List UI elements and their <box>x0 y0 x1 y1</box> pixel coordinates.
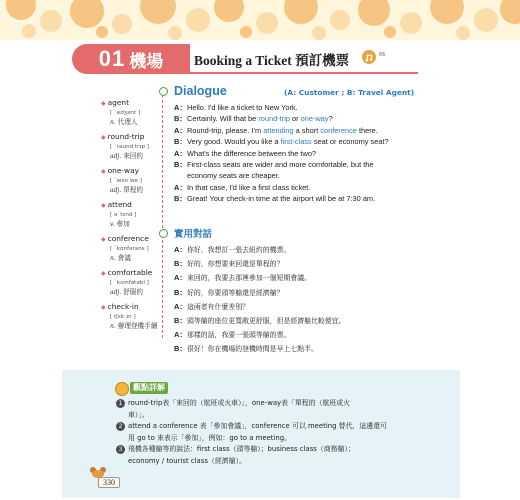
dialogue-segment: or <box>289 114 301 124</box>
translation-line <box>174 243 404 257</box>
vocab-entry <box>101 166 161 196</box>
dialogue-text <box>187 125 378 136</box>
speaker-label: A： <box>174 273 187 283</box>
dialogue-line <box>174 125 402 136</box>
lesson-title: Booking a Ticket 預訂機票 <box>194 53 350 68</box>
bullet-icon: ◆ <box>101 202 106 209</box>
notes-body <box>116 398 406 468</box>
audio-track-icon[interactable] <box>362 50 376 64</box>
vocab-meaning-text: 會議 <box>117 254 131 262</box>
decorative-dot <box>22 24 36 38</box>
dialogue-segment: Very good. Would you like a <box>187 137 281 147</box>
vocab-pos: adj. <box>110 289 122 296</box>
vocab-entry <box>101 98 161 128</box>
note-line <box>116 433 406 445</box>
decorative-dot <box>456 26 470 40</box>
dialogue-segment: First-class seats are wider and more comfortable, but the economy seats are cheaper. <box>187 160 374 181</box>
dialogue-line <box>174 159 402 182</box>
vocab-highlight: round-trip <box>258 114 290 124</box>
decorative-dot <box>240 26 252 38</box>
dialogue-text <box>187 113 333 124</box>
vocab-entry <box>101 200 161 230</box>
dialogue-title: Dialogue <box>174 84 227 98</box>
vocab-pos: v. <box>110 221 115 228</box>
speaker-label: A： <box>174 245 187 254</box>
vocab-word-text: check-in <box>107 302 139 311</box>
vocab-highlight: first-class <box>280 137 312 147</box>
dialogue-segment: Hello. I'd like a ticket to New York. <box>187 103 298 112</box>
bullet-icon: ◆ <box>101 134 106 141</box>
dialogue-text <box>187 148 316 159</box>
translation-text: 你好，我想訂一張去紐約的機票。 <box>187 246 291 254</box>
vocab-meaning-text: 辦理登機手續 <box>117 322 158 330</box>
decorative-dot <box>500 0 520 24</box>
bullet-icon: ◆ <box>101 270 106 277</box>
vocab-highlight: conference <box>320 125 357 135</box>
vocab-word-text: conference <box>107 234 149 243</box>
notes-title: 觀點詳解 <box>130 382 168 394</box>
vocab-entry <box>101 302 161 332</box>
vocab-pos: n. <box>110 323 116 330</box>
audio-track-number: 66 <box>379 52 386 58</box>
vocab-word <box>101 234 161 245</box>
note-text: 飛機各種艙等的說法：first class（頭等艙）；business class（商務艙）； <box>128 445 355 454</box>
dialogue-segment: Great! Your check-in time at the airport will be at 7:30 am. <box>187 194 376 204</box>
bullet-icon: ◆ <box>101 168 106 175</box>
note-text: attend a conference 表「參加會議」，conference 可以 meeting 替代，這邊還可 <box>128 422 387 431</box>
bullet-icon: ◆ <box>101 100 106 107</box>
translation-line <box>174 342 404 356</box>
note-text: economy / tourist class（經濟艙）。 <box>128 456 246 465</box>
dialogue-line <box>174 182 402 193</box>
dialogue-text <box>187 136 389 147</box>
dialogue-text <box>187 193 375 204</box>
speaker-label: B： <box>174 316 187 326</box>
note-text: 車）」。 <box>128 410 149 419</box>
dialogue-lines <box>174 102 402 205</box>
dialogue-segment: a short <box>293 125 321 135</box>
dialogue-segment: there. <box>356 125 378 135</box>
speaker-label: B： <box>174 137 187 147</box>
speaker-label: A： <box>174 330 187 340</box>
unit-badge <box>72 44 190 74</box>
vocab-meaning-text: 參加 <box>116 220 130 228</box>
vocab-meaning <box>101 219 161 230</box>
note-number-badge: 1 <box>116 399 125 408</box>
page-number: 330 <box>98 477 120 488</box>
dialogue-text <box>187 182 310 193</box>
vocab-phonetic: [ əˋtɛnd ] <box>110 212 137 218</box>
vocab-entry <box>101 132 161 162</box>
vocab-entry <box>101 234 161 264</box>
lesson-header <box>72 44 418 74</box>
vocab-meaning <box>101 253 161 264</box>
speaker-label: B： <box>174 344 187 354</box>
decorative-dot <box>140 0 176 24</box>
decorative-dot <box>330 10 350 30</box>
dialogue-line <box>174 102 402 113</box>
speaker-label: A： <box>174 301 187 311</box>
speaker-label: B： <box>174 259 187 269</box>
speaker-label: B： <box>174 194 187 204</box>
dialogue-line <box>174 113 402 124</box>
speaker-label: B： <box>174 114 187 124</box>
header-underline <box>190 72 418 74</box>
vocab-meaning <box>101 321 161 332</box>
decorative-dot <box>186 8 210 32</box>
vocab-pos: n. <box>110 119 116 126</box>
translation-text: 這兩者有什麼差別？ <box>187 302 250 311</box>
decorative-dot <box>384 26 396 38</box>
note-line <box>116 410 406 422</box>
vocab-word-text: agent <box>107 98 129 107</box>
vocab-word-text: one-way <box>107 166 139 175</box>
vocab-word <box>101 302 161 313</box>
vocab-meaning <box>101 151 161 162</box>
vocab-phonetic: [ tʃɛk ɪn ] <box>110 314 136 320</box>
vocab-word-text: round-trip <box>107 132 145 141</box>
translation-text: 那樣的話，我要一張頭等艙的票。 <box>187 331 291 340</box>
dialogue-segment: In that case, I'd like a first class ticket. <box>187 182 311 192</box>
translation-line <box>174 271 404 285</box>
vocab-phonetic: [ ˋraund trɪp ] <box>110 144 149 150</box>
decorative-dot <box>400 12 422 34</box>
decorative-dot <box>168 26 182 40</box>
vocab-pos: adj. <box>110 187 122 194</box>
note-text: round-trip表「來回的（航班或火車）」，one-way表「單程的（航班或火 <box>128 399 351 407</box>
translation-line <box>174 328 404 342</box>
dialogue-segment: Certainly. Will that be <box>187 114 259 124</box>
vocab-word <box>101 98 161 109</box>
dialogue-text <box>187 159 402 182</box>
translation-section-marker <box>159 229 168 238</box>
note-line <box>116 398 406 410</box>
translation-title: 實用對話 <box>174 229 213 240</box>
vocab-entry <box>101 268 161 298</box>
dialogue-segment: What's the difference between the two? <box>187 148 317 158</box>
notes-bulb-icon <box>115 382 129 396</box>
unit-title: 機場 <box>129 51 164 72</box>
decorative-dot <box>284 0 318 24</box>
dialogue-segment: ? <box>328 114 333 124</box>
dialogue-segment: seat or economy seat? <box>311 137 389 147</box>
decorative-dot <box>6 0 36 20</box>
bullet-icon: ◆ <box>101 304 106 311</box>
translation-text: 好的，你要頭等艙還是經濟艙？ <box>187 288 284 297</box>
dialogue-section-marker <box>159 87 168 96</box>
translation-text: 頭等艙的座位更寬敞更舒服，但是經濟艙比較便宜。 <box>187 317 346 326</box>
note-number-badge: 2 <box>116 422 125 431</box>
translation-text: 來回的，我要去那裡參加一個短期會議。 <box>187 274 312 283</box>
decorative-dot <box>214 0 244 22</box>
vocab-meaning-text: 舒服的 <box>123 288 143 296</box>
speaker-label: A： <box>174 125 187 135</box>
vocab-meaning-text: 單程的 <box>123 186 143 194</box>
note-text: 用 go to 來表示「參加」，例如：go to a meeting。 <box>128 433 292 442</box>
vocab-pos: adj. <box>110 153 122 160</box>
vocab-meaning-text: 來回的 <box>123 152 143 160</box>
vocab-word-text: attend <box>107 200 132 209</box>
vocab-word-text: comfortable <box>107 268 153 277</box>
vocab-word <box>101 200 161 211</box>
unit-number: 01 <box>98 46 126 71</box>
vocab-phonetic: [ ˋwʌn we ] <box>110 178 142 184</box>
note-line <box>116 456 406 468</box>
decorative-dot <box>312 26 326 40</box>
note-number-badge: 3 <box>116 445 125 454</box>
translation-text: 好的，你想要來回還是單程的？ <box>187 260 284 269</box>
vocab-pos: n. <box>110 255 116 262</box>
speaker-label: B： <box>174 160 187 170</box>
vocab-meaning <box>101 287 161 298</box>
translation-line <box>174 286 404 300</box>
translation-line <box>174 314 404 328</box>
decorative-dot <box>96 26 108 38</box>
speaker-label: A： <box>174 103 187 112</box>
decorative-dot <box>70 0 104 28</box>
translation-lines <box>174 243 404 357</box>
dialogue-roles: (A: Customer ; B: Travel Agent) <box>284 88 415 97</box>
decorative-dot <box>358 0 390 26</box>
sidebar-divider <box>162 90 163 338</box>
vocab-word <box>101 132 161 143</box>
vocab-phonetic: [ ˋkʌmfətəbl ] <box>110 280 149 286</box>
dialogue-line <box>174 136 402 147</box>
vocab-word <box>101 166 161 177</box>
decorative-dot <box>474 8 498 32</box>
speaker-label: A： <box>174 182 187 192</box>
translation-text: 很好！你在機場的登機時間是早上七點半。 <box>187 345 318 354</box>
vocabulary-sidebar <box>101 98 161 336</box>
dialogue-line <box>174 148 402 159</box>
vocab-highlight: one-way <box>300 114 329 124</box>
bullet-icon: ◆ <box>101 236 106 243</box>
decorative-dot <box>256 12 278 34</box>
dialogue-text <box>187 102 298 113</box>
decorative-dot <box>112 14 132 34</box>
vocab-phonetic: [ ˋedʒənt ] <box>110 110 141 116</box>
vocab-word <box>101 268 161 279</box>
speaker-label: A： <box>174 148 187 158</box>
vocab-meaning-text: 代理人 <box>117 118 138 126</box>
speaker-label: B： <box>174 287 187 297</box>
dialogue-line <box>174 193 402 204</box>
dialogue-segment: Round-trip, please. I'm <box>187 125 264 135</box>
note-line <box>116 421 406 433</box>
vocab-highlight: attending <box>263 125 294 135</box>
decorative-dot <box>430 0 464 24</box>
vocab-meaning <box>101 185 161 196</box>
decorative-dot <box>40 10 62 32</box>
translation-line <box>174 257 404 271</box>
vocab-meaning <box>101 117 161 128</box>
vocab-phonetic: [ ˋkɑnfərəns ] <box>110 246 149 252</box>
top-dot-band <box>0 0 520 40</box>
translation-line <box>174 300 404 314</box>
note-line <box>116 444 406 456</box>
